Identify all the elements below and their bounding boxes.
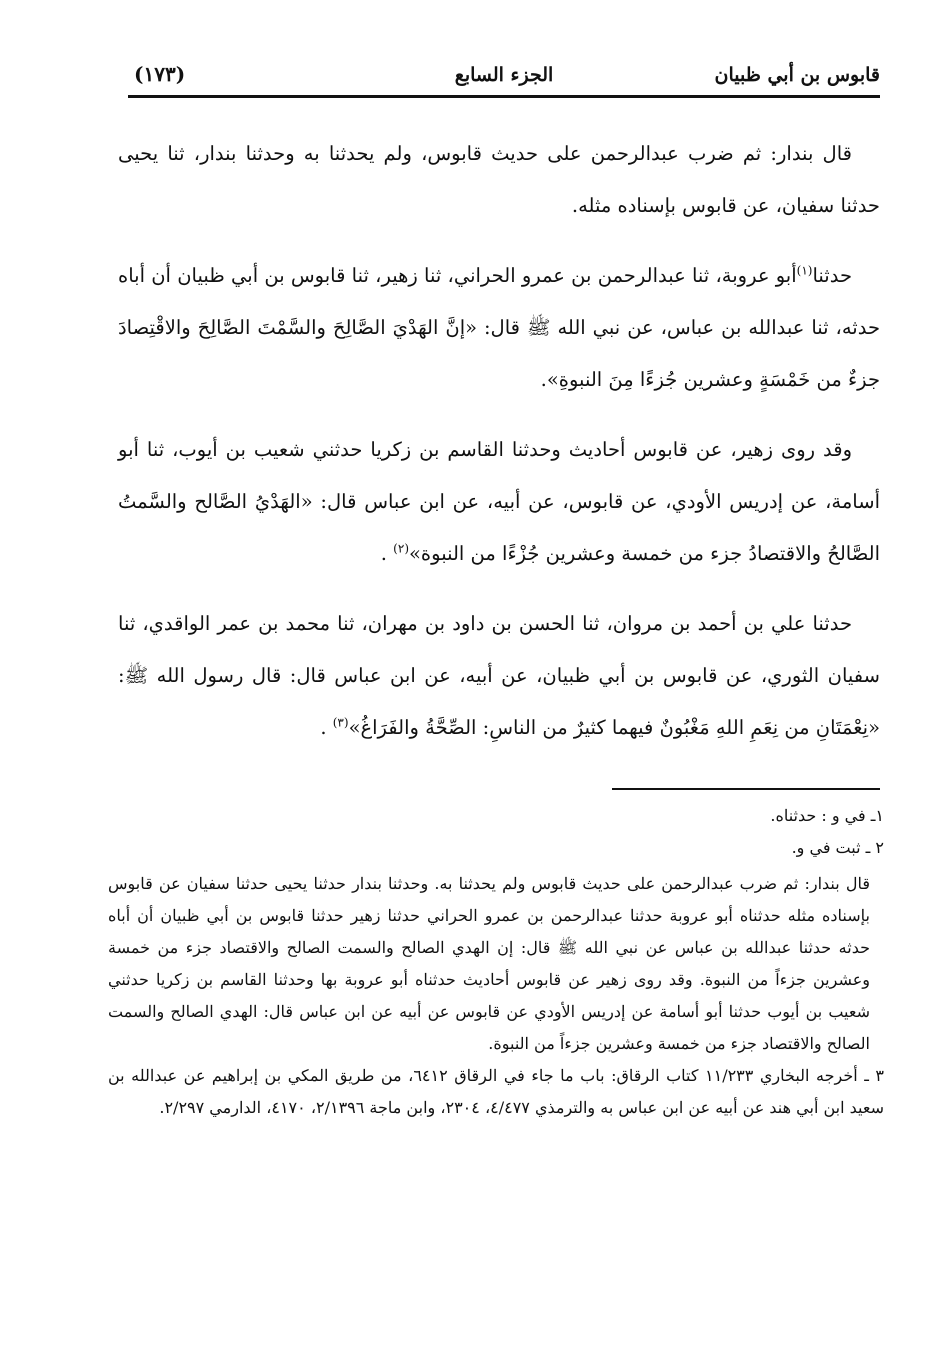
paragraph-4-end: . [320,716,327,739]
paragraph-2-start: حدثنا [812,264,852,287]
paragraph-3 [118,424,880,580]
footnote-ref-3[interactable]: (٣) [332,715,349,730]
running-header [128,56,880,90]
paragraph-3-end: . [380,542,387,565]
paragraph-4 [118,598,880,754]
header-rule [128,95,880,98]
paragraph-3-text: وقد روى زهير، عن قابوس أحاديث وحدثنا القاسم بن زكريا حدثني شعيب بن أيوب، ثنا أبو أسامة، عن إدريس الأودي، عن قابوس، عن أبيه، عن ابن عباس قال: «الهَدْيُ الصَّالح والسَّمتُ الصَّالحُ والاقتصادُ جزء من خمسة وعشرين جُزْءًا من النبوة» [118,438,880,565]
footnote-ref-2[interactable]: (٢) [393,541,409,556]
page-number: (١٧٣) [134,62,186,86]
footnotes [108,800,884,1124]
footnote-separator [612,788,880,790]
footnote-2-text: قال بندار: ثم ضرب عبدالرحمن على حديث قابوس ولم يحدثنا به. وحدثنا بندار حدثنا يحيى حدثنا سفيان عن قابوس بإسناده مثله حدثناه أبو عروبة حدثنا عبدالرحمن بن عمرو الحراني حدثنا زهير حدثنا قابوس بن أبي ظبيان أن أباه حدثه حدثنا عبدالله بن عباس عن نبي الله ﷺ قال: إن الهدي الصالح والسمت الصالح والاقتصاد جزء من خمسة وعشرين جزءاً من النبوة. وقد روى زهير عن قابوس أحاديث حدثناه أبو عروبة بها وحدثنا القاسم بن زكريا حدثني شعيب بن أيوب حدثنا أبو أسامة عن إدريس الأودي عن قابوس عن أبيه عن ابن عباس قال: الهدي الصالح والسمت الصالح والاقتصاد جزء من خمسة وعشرين جزءاً من النبوة. [108,874,870,1053]
paragraph-1: قال بندار: ثم ضرب عبدالرحمن على حديث قابوس، ولم يحدثنا به وحدثنا بندار، ثنا يحيى حدثنا سفيان، عن قابوس بإسناده مثله. [118,142,880,217]
footnote-ref-1[interactable]: (١) [796,263,813,278]
footnote-2: ٢ ـ ثبت في و. [791,838,884,857]
footnote-3: ٣ ـ أخرجه البخاري ١١/٢٣٣ كتاب الرقاق: باب ما جاء في الرقاق ٦٤١٢، من طريق المكي بن إبراهيم عن عبدالله بن سعيد ابن أبي هند عن أبيه عن ابن عباس به والترمذي ٤/٤٧٧، ٢٣٠٤، وابن ماجة ٢/١٣٩٦، ٤١٧٠، الدارمي ٢/٢٩٧. [108,1066,884,1117]
paragraph-4-text: حدثنا علي بن أحمد بن مروان، ثنا الحسن بن داود بن مهران، ثنا محمد بن عمر الواقدي، ثنا سفيان الثوري، عن قابوس بن أبي ظبيان، عن أبيه، عن ابن عباس قال: قال رسول الله ﷺ: «نِعْمَتَانِ من نِعَمِ اللهِ مَغْبُونٌ فيهما كثيرٌ من الناسِ: الصِّحَّةُ والفَرَاغُ» [118,612,880,739]
paragraph-2-text: أبو عروبة، ثنا عبدالرحمن بن عمرو الحراني، ثنا زهير، ثنا قابوس بن أبي ظبيان أن أباه حدثه، ثنا عبدالله بن عباس، عن نبي الله ﷺ قال: «إنَّ الهَدْيَ الصَّالِحَ والسَّمْتَ الصَّالِحَ والاقْتِصادَ جزءٌ من خَمْسَةٍ وعشرين جُزءًا مِنَ النبوةِ». [118,264,880,391]
paragraph-2 [118,250,880,406]
footnote-1: ١ـ في و : حدثناه. [770,806,884,825]
main-text [118,128,880,772]
book-title: قابوس بن أبي ظبيان [714,64,880,86]
volume-label: الجزء السابع [454,64,554,86]
